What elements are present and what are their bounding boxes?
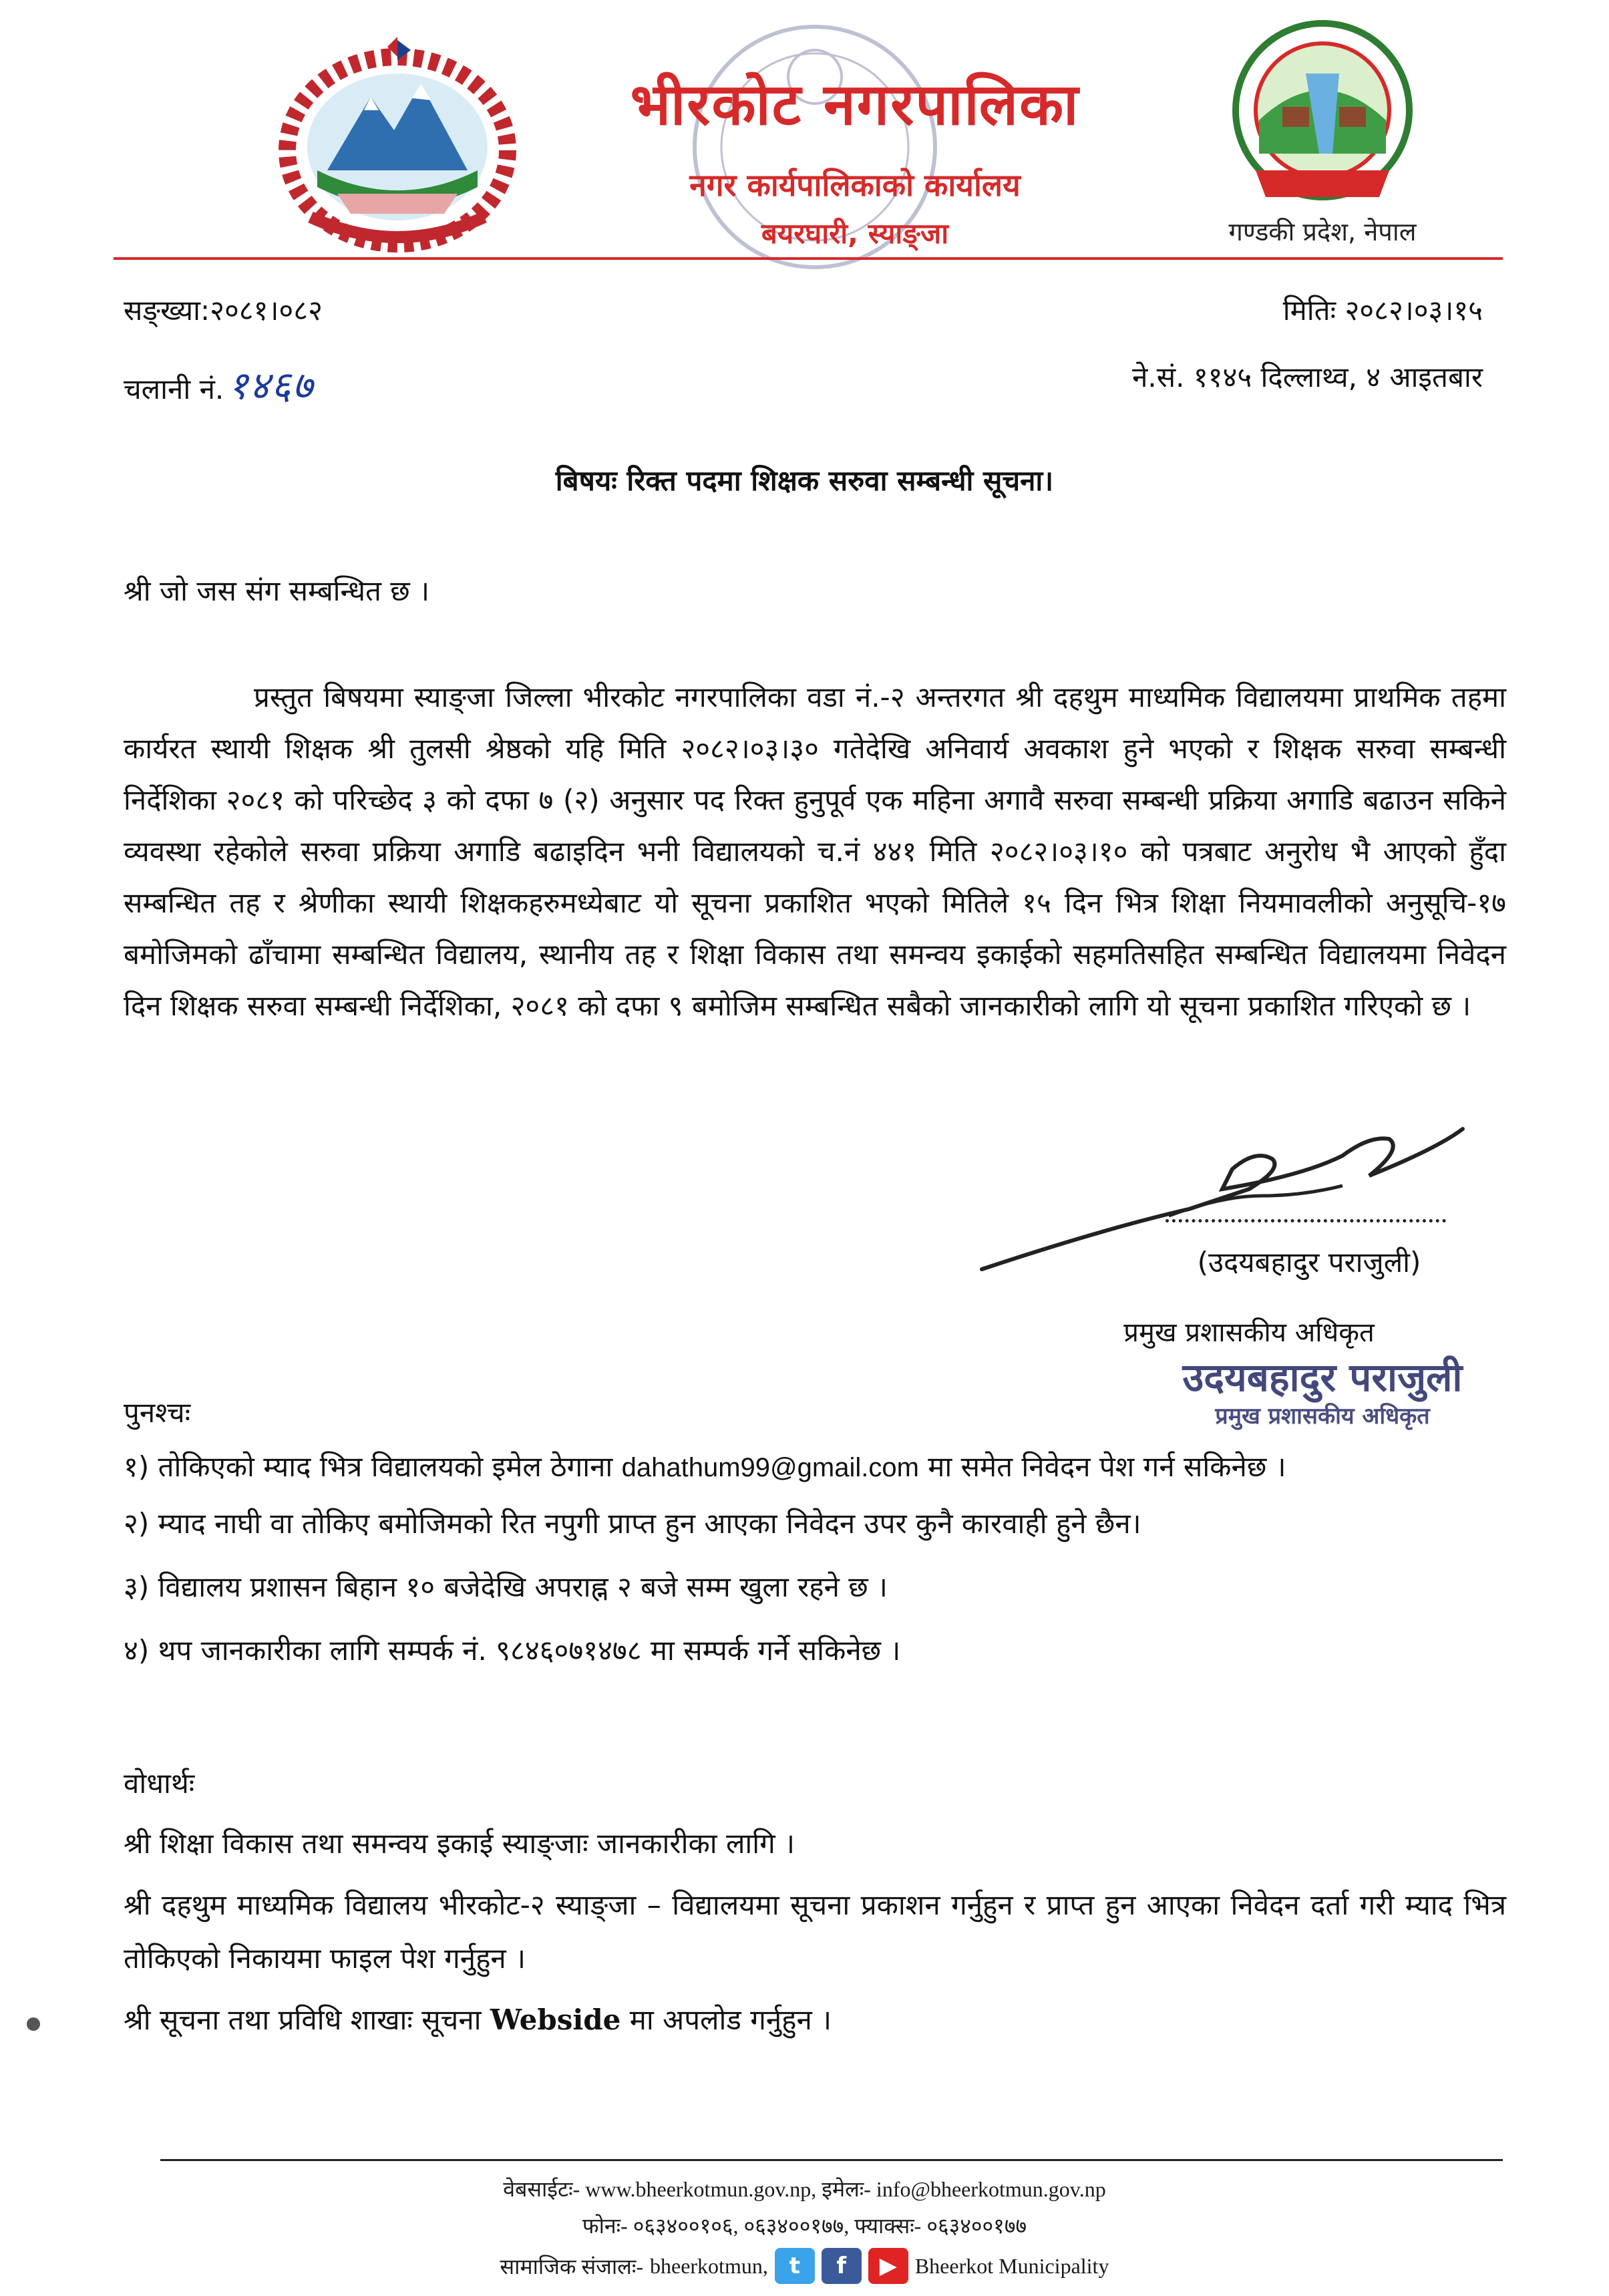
- signatory-name: (उदयबहादुर पराजुली): [1197, 1246, 1421, 1279]
- postscript-item-text: मा समेत निवेदन पेश गर्न सकिनेछ ।: [918, 1450, 1286, 1483]
- municipality-seal: [1219, 20, 1426, 214]
- cc-list: [124, 1817, 1506, 2055]
- postscript-heading: पुनश्चः: [124, 1396, 191, 1429]
- footer-contacts-web: [0, 2174, 1609, 2203]
- date-value: २०८२।०३।१५: [1345, 294, 1483, 327]
- postscript-item: २) म्याद नाघी वा तोकिए बमोजिमको रित नपुगी प्राप्त हुन आएका निवेदन उपर कुनै कारवाही हुने छैन।: [124, 1507, 1141, 1540]
- website-link[interactable]: www.bheerkotmun.gov.np,: [585, 2177, 817, 2201]
- footer-divider: [160, 2159, 1503, 2161]
- twitter-icon[interactable]: t: [775, 2248, 815, 2284]
- postscript-item-text: १) तोकिएको म्याद भित्र विद्यालयको इमेल ठेगाना: [124, 1450, 622, 1483]
- reference-number: [124, 291, 323, 329]
- name-stamp: उदयबहादुर पराजुली: [1182, 1355, 1463, 1400]
- cc-item-text: मा अपलोड गर्नुहुन ।: [620, 2003, 832, 2036]
- subject-line: बिषयः रिक्त पदमा शिक्षक सरुवा सम्बन्धी सूचना।: [555, 464, 1054, 497]
- date-label: मितिः: [1282, 294, 1336, 327]
- website-label: वेबसाईटः-: [503, 2177, 580, 2201]
- province-label: गण्डकी प्रदेश, नेपाल: [1228, 217, 1417, 247]
- facebook-icon[interactable]: f: [822, 2248, 862, 2284]
- cc-item-text: श्री सूचना तथा प्रविधि शाखाः सूचना: [124, 2003, 490, 2036]
- salutation: श्री जो जस संग सम्बन्धित छ ।: [124, 575, 430, 607]
- footer-social: [0, 2248, 1609, 2284]
- cc-item: श्री शिक्षा विकास तथा समन्वय इकाई स्याङ्जाः जानकारीका लागि ।: [124, 1827, 795, 1860]
- social-page-name: Bheerkot Municipality: [914, 2253, 1109, 2278]
- nepal-emblem: [264, 37, 531, 257]
- postscript-item: [124, 1436, 1506, 1492]
- phone-2: ०६३४००१७७,: [743, 2214, 850, 2238]
- postscript-item: ४) थप जानकारीका लागि सम्पर्क नं. ९८४६०७१४७८ मा सम्पर्क गर्ने सकिनेछ ।: [124, 1634, 901, 1667]
- email-link[interactable]: info@bheerkotmun.gov.np: [876, 2177, 1106, 2201]
- signature-dotted-line: [1166, 1219, 1446, 1222]
- cc-heading: वोधार्थः: [124, 1767, 195, 1800]
- fax-number: ०६३४००१७७: [926, 2214, 1027, 2238]
- postscript-item: ३) विद्यालय प्रशासन बिहान १० बजेदेखि अपराह्न २ बजे सम्म खुला रहने छ ।: [124, 1571, 888, 1603]
- social-label: सामाजिक संजालः-: [500, 2254, 643, 2279]
- org-address: बयरघारी, स्याङ्जा: [761, 217, 949, 250]
- cc-item-latin: Webside: [490, 2003, 621, 2036]
- youtube-icon[interactable]: ▶: [868, 2248, 908, 2284]
- cc-item: [124, 1993, 1506, 2047]
- email-label: इमेलः-: [822, 2177, 871, 2201]
- reference-value: २०८१।०८२: [210, 294, 323, 327]
- footer-contacts-phone: [0, 2211, 1609, 2240]
- scan-speck: [27, 2017, 40, 2031]
- header-divider: [114, 257, 1503, 260]
- dispatch-number: [124, 357, 314, 410]
- name-stamp-title: प्रमुख प्रशासकीय अधिकृत: [1215, 1403, 1430, 1430]
- org-office: नगर कार्यपालिकाको कार्यालय: [689, 167, 1021, 203]
- phone-1: ०६३४००१०६,: [633, 2214, 739, 2238]
- phone-label: फोनः-: [582, 2214, 628, 2238]
- fax-label: फ्याक्सः-: [854, 2214, 922, 2238]
- reference-label: सङ्ख्या:: [124, 294, 210, 327]
- dispatch-label: चलानी नं.: [124, 373, 224, 405]
- body-paragraph: प्रस्तुत बिषयमा स्याङ्जा जिल्ला भीरकोट नगरपालिका वडा नं.-२ अन्तरगत श्री दहथुम माध्यमिक विद्यालयमा प्राथमिक तहमा कार्यरत स्थायी शिक्षक श्री तुलसी श्रेष्ठको यहि मिति २०८२।०३।३० गतेदेखि अनिवार्य अवकाश हुने भएको र शिक्षक सरुवा सम्बन्धी निर्देशिका २०८१ को परिच्छेद ३ को दफा ७ (२) अनुसार पद रिक्त हुनुपूर्व एक महिना अगावै सरुवा सम्बन्धी प्रक्रिया अगाडि बढाउन सकिने व्यवस्था रहेकोले सरुवा प्रक्रिया अगाडि बढाइदिन भनी विद्यालयको च.नं ४४१ मिति २०८२।०३।१० को पत्रबाट अनुरोध भै आएको हुँदा सम्बन्धित तह र श्रेणीका स्थायी शिक्षकहरुमध्येबाट यो सूचना प्रकाशित भएको मितिले १५ दिन भित्र शिक्षा नियमावलीको अनुसूचि-१७ बमोजिमको ढाँचामा सम्बन्धित विद्यालय, स्थानीय तह र शिक्षा विकास तथा समन्वय इकाईको सहमतिसहित सम्बन्धित विद्यालयमा निवेदन दिन शिक्षक सरुवा सम्बन्धी निर्देशिका, २०८१ को दफा ९ बमोजिम सम्बन्धित सबैको जानकारीको लागि यो सूचना प्रकाशित गरिएको छ ।: [124, 681, 1506, 1022]
- nepal-sambat-date: ने.सं. ११४५ दिल्लाथ्व, ४ आइतबार: [1132, 361, 1483, 393]
- letter-date: [1135, 291, 1483, 329]
- social-handle: bheerkotmun,: [649, 2253, 768, 2278]
- org-name: भीरकोट नगरपालिका: [630, 71, 1080, 138]
- postscript-list: [124, 1436, 1506, 1682]
- cc-item: श्री दहथुम माध्यमिक विद्यालय भीरकोट-२ स्याङ्जा – विद्यालयमा सूचना प्रकाशन गर्नुहुन र प्राप्त हुन आएका निवेदन दर्ता गरी म्याद भित्र तोकिएको निकायमा फाइल पेश गर्नुहुन ।: [124, 1889, 1506, 1975]
- dispatch-value: १४६७: [228, 363, 314, 408]
- school-email: dahathum99@gmail.com: [621, 1453, 919, 1482]
- signatory-title: प्रमुख प्रशासकीय अधिकृत: [1123, 1317, 1375, 1348]
